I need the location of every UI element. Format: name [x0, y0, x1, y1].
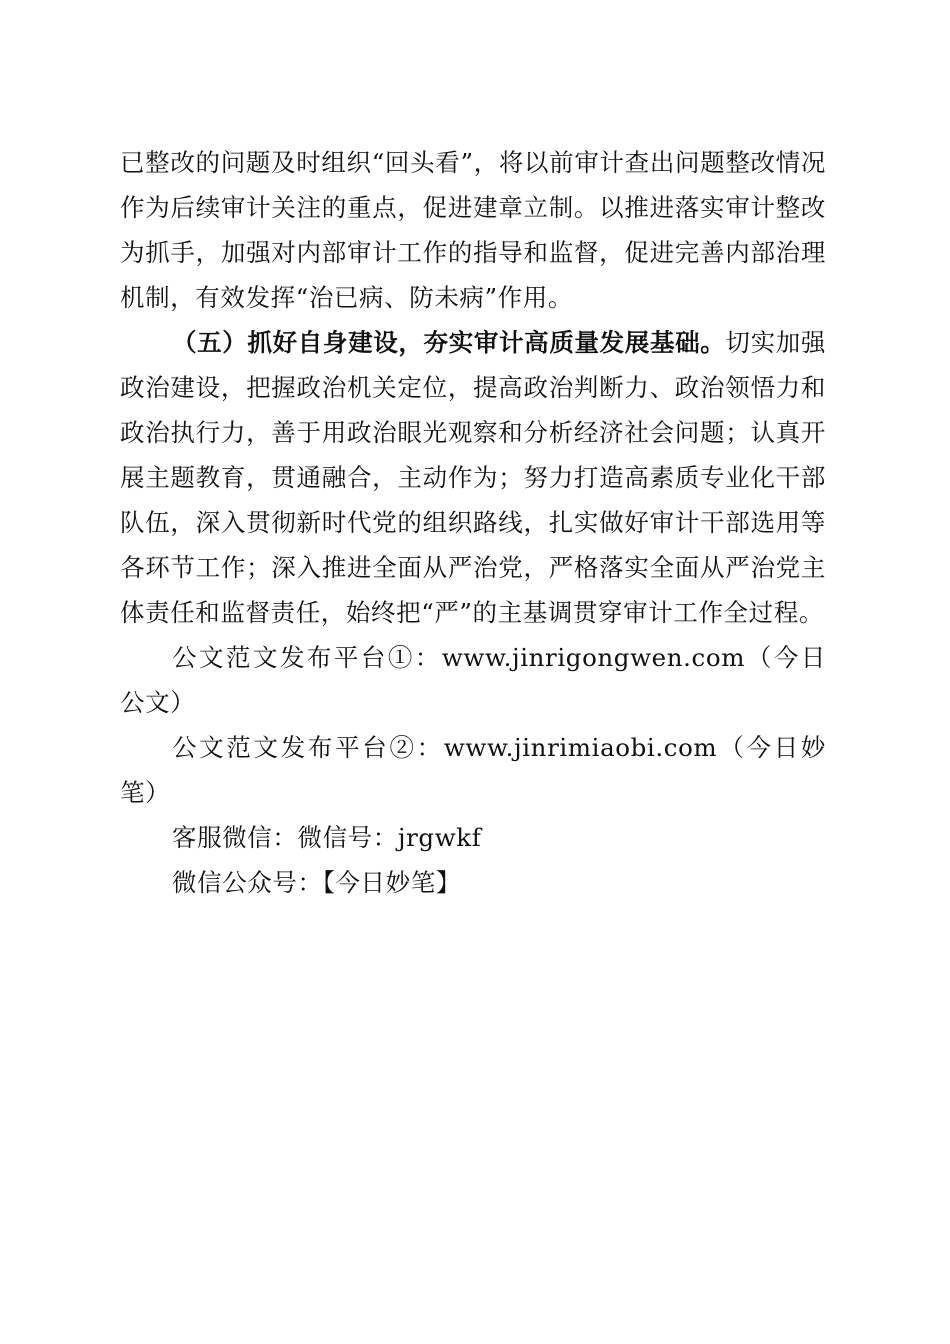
paragraph-audit-rectification: 已整改的问题及时组织“回头看”，将以前审计查出问题整改情况作为后续审计关注的重点，促进建章立制。以推进落实审计整改为抓手，加强对内部审计工作的指导和监督，促进完善内部治理机制，有效发挥“治已病、防未病”作用。: [120, 148, 826, 312]
footer-platform-1: 公文范文发布平台①：www.jinrigongwen.com（今日公文）: [120, 643, 826, 717]
footer-platform-2: 公文范文发布平台②：www.jinrimiaobi.com（今日妙笔）: [120, 733, 826, 807]
footer-wechat: 客服微信：微信号：jrgwkf: [172, 823, 482, 852]
section-heading-five: （五）抓好自身建设，夯实审计高质量发展基础。: [172, 328, 726, 357]
footer-official-account: 微信公众号：【今日妙笔】: [172, 868, 461, 897]
document-page: [120, 140, 826, 905]
section-body-five: 切实加强政治建设，把握政治机关定位，提高政治判断力、政治领悟力和政治执行力，善于用政治眼光观察和分析经济社会问题；认真开展主题教育，贯通融合，主动作为；努力打造高素质专业化干部队伍，深入贯彻新时代党的组织路线，扎实做好审计干部选用等各环节工作；深入推进全面从严治党，严格落实全面从严治党主体责任和监督责任，始终把“严”的主基调贯穿审计工作全过程。: [120, 328, 826, 627]
paragraph-self-construction: [120, 320, 826, 635]
